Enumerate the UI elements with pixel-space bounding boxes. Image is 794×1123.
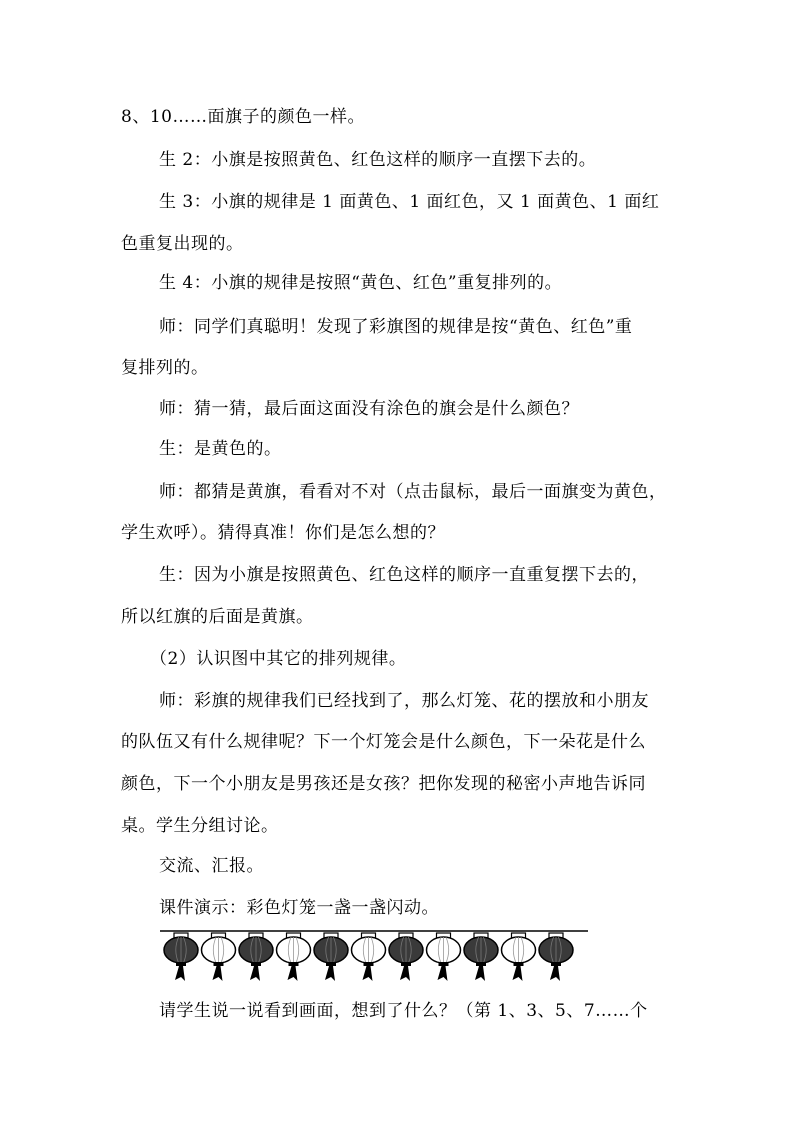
lantern-5: [314, 933, 348, 981]
lantern-4: [277, 933, 311, 981]
text-line-20: 课件演示：彩色灯笼一盏一盏闪动。: [159, 898, 439, 918]
text-line-2: 生 2：小旗是按照黄色、红色这样的顺序一直摆下去的。: [159, 150, 597, 170]
lantern-8: [427, 933, 461, 981]
lantern-10: [502, 933, 536, 981]
text-line-8: 师：猜一猜，最后面这面没有涂色的旗会是什么颜色？: [159, 399, 579, 419]
lantern-11: [539, 933, 573, 981]
lantern-9: [464, 933, 498, 981]
lantern-1: [164, 933, 198, 981]
text-line-6: 师：同学们真聪明！发现了彩旗图的规律是按“黄色、红色”重: [159, 317, 633, 337]
text-line-18: 桌。学生分组讨论。: [121, 816, 279, 836]
text-line-11: 学生欢呼）。猜得真准！你们是怎么想的？: [121, 523, 445, 543]
text-line-21: 请学生说一说看到画面，想到了什么？（第 1、3、5、7……个: [159, 1001, 648, 1021]
text-line-19: 交流、汇报。: [159, 856, 264, 876]
text-line-9: 生：是黄色的。: [159, 439, 282, 459]
lantern-7: [389, 933, 423, 981]
text-line-14: （2）认识图中其它的排列规律。: [150, 649, 407, 669]
text-line-4: 色重复出现的。: [121, 234, 244, 254]
text-line-5: 生 4：小旗的规律是按照“黄色、红色”重复排列的。: [159, 273, 563, 293]
text-line-17: 颜色，下一个小朋友是男孩还是女孩？把你发现的秘密小声地告诉同: [121, 774, 646, 794]
lantern-strip-illustration: [160, 928, 590, 984]
lantern-2: [202, 933, 236, 981]
text-line-15: 师：彩旗的规律我们已经找到了，那么灯笼、花的摆放和小朋友: [159, 691, 649, 711]
text-line-13: 所以红旗的后面是黄旗。: [121, 607, 314, 627]
lantern-3: [239, 933, 273, 981]
text-line-3: 生 3：小旗的规律是 1 面黄色、1 面红色，又 1 面黄色、1 面红: [159, 192, 660, 212]
text-line-10: 师：都猜是黄旗，看看对不对（点击鼠标，最后一面旗变为黄色，: [159, 482, 667, 502]
text-line-1: 8、10……面旗子的颜色一样。: [121, 107, 365, 127]
text-line-12: 生：因为小旗是按照黄色、红色这样的顺序一直重复摆下去的，: [159, 565, 649, 585]
text-line-7: 复排列的。: [121, 358, 209, 378]
lantern-6: [352, 933, 386, 981]
text-line-16: 的队伍又有什么规律呢？下一个灯笼会是什么颜色，下一朵花是什么: [121, 732, 646, 752]
